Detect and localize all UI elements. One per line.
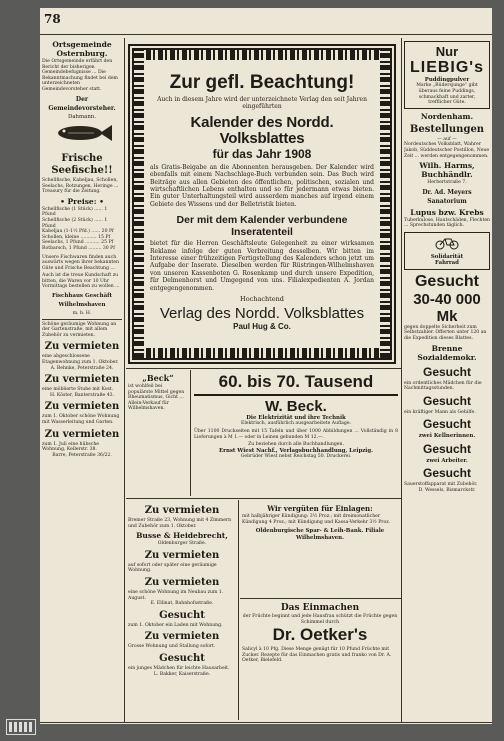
wbeck-title: W. Beck. bbox=[265, 398, 327, 415]
main-ad-content bbox=[150, 68, 374, 340]
mid-rule bbox=[126, 368, 401, 369]
mid-rule-v bbox=[190, 370, 191, 496]
heading-nordenham: Nordenham. bbox=[420, 111, 474, 121]
ornament-top bbox=[134, 50, 390, 60]
ad-wohnung-garten: Schöne geräumige Wohnung an der Gartenstraße, mit allem Zubehör zu vermieten. bbox=[42, 321, 117, 338]
wbeck-ad bbox=[194, 372, 398, 494]
money-amount: 30-40 000 Mk bbox=[413, 290, 481, 325]
gesucht-money-heading: Gesucht bbox=[414, 272, 479, 290]
gesucht-heading-3: Gesucht bbox=[422, 417, 471, 432]
liebig-subtitle: Puddingpulver bbox=[424, 77, 470, 83]
oetker-ad bbox=[242, 602, 398, 720]
header-rule bbox=[40, 34, 492, 35]
footer-rule bbox=[40, 722, 492, 723]
ornament-bottom bbox=[134, 348, 390, 358]
gesucht-text-5b: D. Wessels, Bismarckstr. bbox=[418, 487, 476, 493]
main-ad-verlag: Verlag des Nordd. Volksblattes bbox=[159, 305, 365, 323]
oetker-body: der Früchte beginnt und jede Hausfrau schützt die Früchte gegen Schimmel durch bbox=[242, 614, 398, 625]
text-seefische: Schellfische, Kabeljau, Schollen, Seelachs, Rotzungen, Heringe ... Treasury für die Zeitung. bbox=[42, 177, 119, 195]
main-ad-intro: Auch in diesem Jahre wird der unterzeichnete Verlag den seit Jahren eingeführten bbox=[157, 96, 367, 111]
gesucht-heading-5: Gesucht bbox=[422, 466, 471, 481]
main-ad-druck: Paul Hug & Co. bbox=[233, 322, 291, 332]
heading-vermieten-4: Zu vermieten bbox=[44, 428, 120, 440]
liebig-body: Marke „Rüdersjunge“ gibt überaus feine Puddings, schmackhaft und zarter, trefflicher Güte. bbox=[416, 83, 478, 106]
bestellungen-auf: — auf — bbox=[437, 136, 457, 142]
sanatorium-body: Tuberkulose, Hautschäden, Flechten ... Sprechstunden täglich. bbox=[404, 217, 490, 229]
ad-wohnung-juli: zum 1. Juli eine hübsche Wohnung, Kellerstr. 38. bbox=[42, 441, 100, 453]
lm-text-3b: E. Ellinat, Bahnhofsstraße. bbox=[150, 601, 214, 607]
wbeck-publisher: Ernst Wiest Nachf., Verlagsbuchhandlung, Leipzig. bbox=[219, 447, 373, 454]
main-ad-kalender: Kalender des Nordd. Volksblattes bbox=[190, 113, 334, 147]
lm-text-1: Bremer Straße 23, Wohnung mit 4 Zimmern und Zubehör zum 1. Oktober. bbox=[128, 518, 232, 529]
gesucht-heading-4: Gesucht bbox=[422, 441, 471, 456]
lm-heading-6: Gesucht bbox=[159, 652, 205, 664]
ad-stube-name: H. Köster, Banterstraße 43. bbox=[49, 392, 115, 398]
gesucht-heading-1: Gesucht bbox=[422, 364, 471, 379]
ad-wohnung-juli-name: Barre, Peterstraße 36/22. bbox=[52, 452, 112, 458]
main-ad-title: Zur gefl. Beachtung! bbox=[169, 72, 355, 93]
price-list: Schellfische (1 Stück) ...... 1 Pfund Schellfische (2 Stück) ...... 1 Pfund Kabeljau (1-1½ Pfd.) ...... 20 Pf Schollen, kleine ........... 15 Pf Seelachs, 1 Pfund .......... 25 Pf Rotbarsch, 1 Pfund ......... 30 Pf bbox=[42, 206, 115, 251]
column-rule-2 bbox=[401, 38, 402, 722]
gesucht-text-4: zwei Arbeiter. bbox=[426, 457, 468, 464]
beck-small-heading: „Beck“ bbox=[142, 373, 174, 383]
newspaper-page bbox=[40, 8, 492, 724]
heading-bestellungen: Bestellungen bbox=[409, 123, 485, 135]
oetker-body-2: Salicyl à 10 Pfg. Diese Menge genügt für 10 Pfund Früchte mit Zucker. Rezepte für das Einmachen gratis und franko von Dr. A. Oetker, Bielefeld. bbox=[242, 647, 392, 664]
bestellungen-body: Nordeutsches Volksblatt, Wahrer Jakob, Süddeutscher Postillon, Neue Zeit ... werden entgegengenommen. bbox=[404, 142, 490, 159]
column-rule-1 bbox=[124, 38, 125, 722]
right-column bbox=[404, 38, 490, 722]
ornament-right bbox=[380, 50, 390, 358]
ad-stube: eine möblierte Stube mit Kost. bbox=[42, 387, 114, 393]
solidaritaet-ad bbox=[404, 232, 490, 270]
page-number: 78 bbox=[44, 12, 61, 26]
wbeck-publisher-2: Gebrüder Wiest nebst Reichstag 50. Druckerei. bbox=[240, 454, 352, 460]
fischhaus-suffix: m. b. H. bbox=[72, 311, 92, 317]
heading-vermieten-3: Zu vermieten bbox=[44, 401, 120, 413]
heading-gemeindevorsteher: Der Gemeindevorsteher. bbox=[48, 95, 116, 112]
heading-preise: • Preise: • bbox=[60, 196, 104, 206]
left-column bbox=[42, 38, 122, 722]
lupus-heading: Lupus bzw. Krebs bbox=[410, 207, 484, 217]
liebig-ad bbox=[404, 41, 490, 109]
name-gemeindevorsteher: Dahmann. bbox=[68, 113, 96, 120]
sparkasse-ad bbox=[242, 502, 398, 594]
solidaritaet-title: Solidarität bbox=[430, 253, 464, 260]
gesucht-text-2: ein kräftiger Mann als Gehilfe. bbox=[404, 409, 476, 415]
lm-heading-1b: Busse & Heidebrecht, bbox=[136, 531, 228, 541]
sparkasse-heading: Wir vergüten für Einlagen: bbox=[267, 504, 373, 513]
sparkasse-bank: Oldenburgische Spar- & Leih-Bank. Filiale Wilhelmshaven. bbox=[255, 528, 385, 541]
main-ad-frame bbox=[128, 44, 396, 364]
archive-logo-icon bbox=[6, 719, 36, 735]
ad-wohnung-oktober: zum 1. Oktober schöne Wohnung mit Wasserleitung und Garten. bbox=[42, 414, 120, 425]
lm-text-6: ein junges Mädchen für leichte Hausarbeit. bbox=[128, 665, 230, 671]
sparkasse-text: mit halbjähriger Kündigung: 3½ Proz.; mit dreimonatlicher Kündigung 4 Proz.; mit Kündigung und Kassa-Verkehr 3½ Proz. bbox=[242, 514, 391, 525]
lm-heading-1: Zu vermieten bbox=[144, 505, 220, 516]
text-fischwaren: Unsere Fischwaren finden auch auswärts wegen ihrer bekannten Güte und Frische Beachtung ... bbox=[42, 254, 119, 271]
heading-fischhaus: Fischhaus Geschäft Wilhelmshaven bbox=[51, 293, 113, 309]
lower-left-ads bbox=[128, 502, 236, 720]
heading-ortsgemeinde: Ortsgemeinde Osternburg. bbox=[52, 40, 112, 58]
bicycle-icon bbox=[435, 236, 459, 250]
lower-rule-v bbox=[238, 500, 239, 720]
oetker-brand: Dr. Oetker's bbox=[272, 625, 368, 645]
sanatorium-heading: Dr. Ad. Meyers Sanatorium bbox=[422, 188, 472, 205]
main-ad-body-1: als Gratis-Beigabe an die Abonnenten herausgeben. Der Kalender wird ebenfalls mit einem Nachschlage-Buch verbunden sein. Das Buch wird Beiträge aus allen Gebieten des öffentlichen, politischen, sozialen und wirtschaftlichen Lebens enthalten und so für jedermann etwas bieten. Ein guter Unterhaltungsteil wird ausserdem manches auf irgend einem Gebiete des Wissens und der Belletristik bieten. bbox=[150, 163, 374, 208]
beck-small-ad bbox=[128, 372, 188, 492]
text-ortsgemeinde: Die Ortsgemeinde erfährt den Bericht der bisherigen Gemeindebefugnisse ... Die Bekanntmachung findet bei dem unterzeichneten Gemeindevorsteher statt. bbox=[42, 59, 118, 92]
wbeck-subtitle: Die Elektrizität und ihre Technik bbox=[246, 415, 346, 421]
liebig-nur: Nur bbox=[435, 44, 459, 59]
lm-text-6b: L. Bakker, Kaiserstraße. bbox=[153, 671, 211, 677]
oetker-rule bbox=[240, 598, 401, 599]
text-kundschaft: Auch ist die treue Kundschaft zu bitten, die Waren vor 10 Uhr Vormittags bestellen zu wollen ... bbox=[42, 273, 120, 290]
heading-seefische: Frische Seefische!! bbox=[51, 152, 113, 176]
wbeck-tausend: 60. bis 70. Tausend bbox=[218, 372, 374, 391]
lm-heading-4: Gesucht bbox=[159, 609, 205, 621]
sozialdemokrat-heading: Brenne Sozialdemokr. bbox=[417, 343, 477, 362]
main-ad-hochachtend: Hochachtend bbox=[240, 295, 284, 304]
beck-small-body: ist wohlfeil bei populärste Mittel gegen Rheumatismus, Gicht ... Allein-Verkauf für Wilhelmshaven. bbox=[128, 384, 185, 412]
lm-text-1b: Oldenburger Straße. bbox=[157, 541, 207, 547]
lm-text-3: eine schöne Wohnung im Neubau zum 1. August. bbox=[128, 589, 224, 601]
ornament-left bbox=[134, 50, 144, 358]
harms-name: Wilh. Harms, Buchhändlr. bbox=[419, 161, 475, 180]
oetker-heading: Das Einmachen bbox=[280, 603, 360, 613]
harms-address: Herbertstraße 7. bbox=[427, 180, 467, 186]
main-ad-year: für das Jahr 1908 bbox=[212, 146, 312, 161]
lm-heading-2: Zu vermieten bbox=[144, 549, 220, 561]
lm-text-4: zum 1. Oktober ein Laden mit Wohnung. bbox=[128, 622, 223, 628]
lm-heading-3: Zu vermieten bbox=[144, 576, 220, 588]
gesucht-text-5: Sauerstoffapparat mit Zubehör. bbox=[404, 482, 478, 488]
liebig-brand: LIEBIG's bbox=[409, 59, 485, 76]
lm-heading-5: Zu vermieten bbox=[144, 631, 220, 643]
solidaritaet-subtitle: Fahrrad bbox=[435, 260, 459, 267]
ad-etagenwohnung-name: A. Behnke, Peterstraße 24. bbox=[50, 365, 114, 371]
money-body: gegen doppelte Sicherheit zum Selbstzahler. Offerten unter 120 an die Expedition dieses Blattes. bbox=[404, 324, 487, 341]
gesucht-heading-2: Gesucht bbox=[422, 393, 471, 408]
lm-text-2: auf sofort oder später eine geräumige Wohnung. bbox=[128, 562, 217, 574]
heading-vermieten-1: Zu vermieten bbox=[44, 341, 120, 353]
wbeck-body: Über 1100 Druckseiten mit 15 Tafeln und über 1000 Abbildungen ... Vollständig in 8 Lieferungen à M 1.— oder in Leinen gebunden M 12.—. bbox=[194, 429, 398, 440]
gesucht-text-3: zwei Kellnerinnen. bbox=[418, 433, 476, 440]
lm-text-5: Grosse Wohnung und Stallung sofort. bbox=[128, 644, 216, 650]
gesucht-text-1: ein ordentliches Mädchen für die Nachmittagsstunden. bbox=[404, 380, 482, 392]
heading-vermieten-2: Zu vermieten bbox=[44, 374, 120, 386]
ad-etagenwohnung: eine abgeschlossene Etagenwohnung zum 1. Oktober. bbox=[42, 354, 119, 366]
wbeck-subtitle-2: Elektrisch, ausführlich ausgearbeitete Auflage. bbox=[240, 421, 351, 427]
main-ad-inserate-heading: Der mit dem Kalender verbundene Inseratenteil bbox=[176, 214, 348, 239]
lower-rule bbox=[126, 498, 401, 499]
fish-illustration bbox=[50, 122, 114, 144]
main-ad-body-2: bietet für die Herren Geschäftsleute Gelegenheit zu einer wirksamen Reklame infolge der guten Verbreitung desselben. Wir bitten im Interesse einer frühzeitigen Fertigstellung des Kalenders schon jetzt um Aufgabe der Inserate. Dieselben werden für Rüstringen-Wilhelmshaven von unseren Kassenboten G. Rosenkamp und durch unsere Expedition, für Delmenhorst und Umgegend von uns. Filialexpedienten A. Jordan entgegengenommen. bbox=[150, 240, 374, 292]
wbeck-order: Zu beziehen durch alle Buchhandlungen. bbox=[248, 442, 344, 448]
